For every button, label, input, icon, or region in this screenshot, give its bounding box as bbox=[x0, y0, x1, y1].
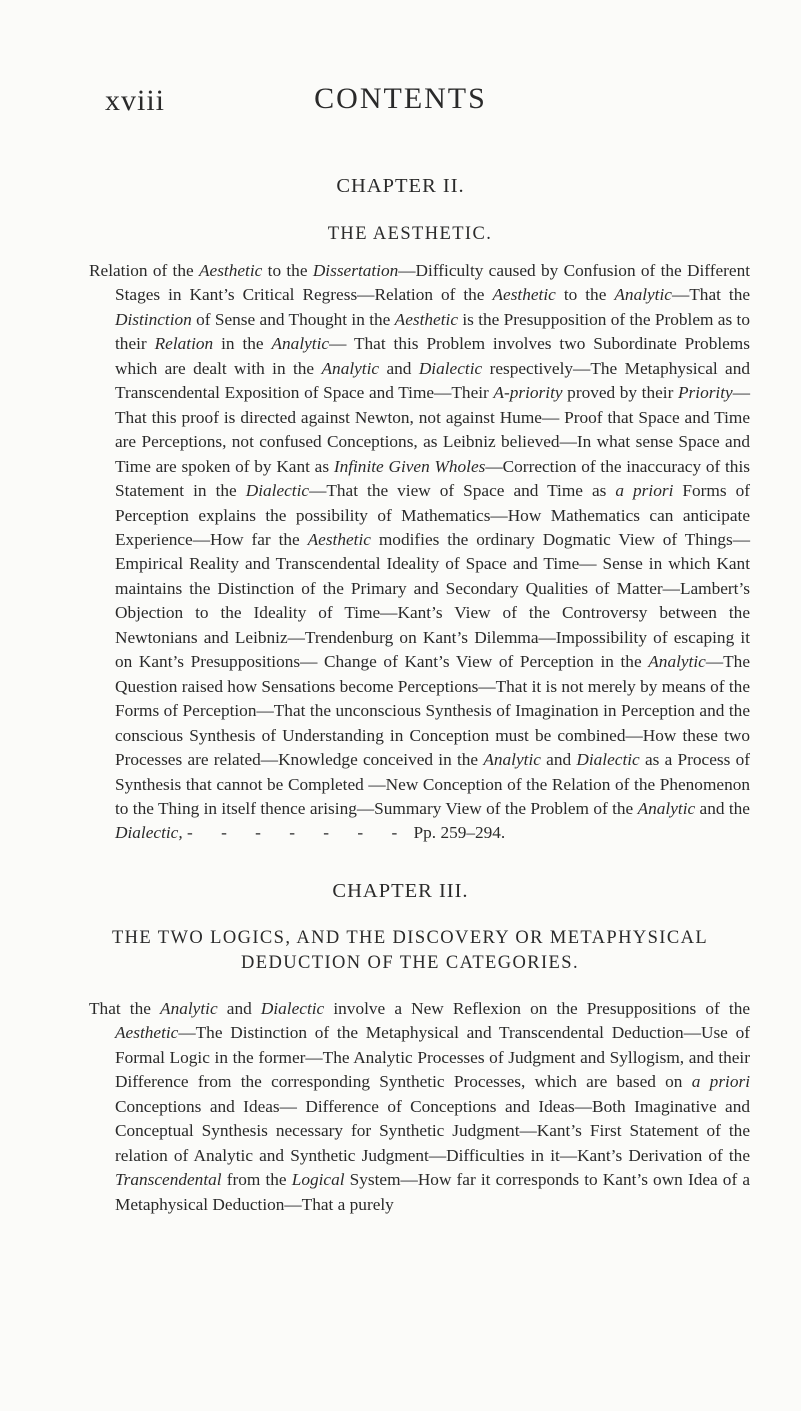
chapter-2-pages: Pp. 259–294. bbox=[413, 823, 506, 843]
page-number: xviii bbox=[105, 84, 166, 117]
running-head bbox=[0, 82, 801, 122]
chapter-3-heading: CHAPTER III. bbox=[332, 880, 469, 902]
chapter-2-heading: CHAPTER II. bbox=[336, 175, 465, 197]
chapter-2-title: THE AESTHETIC. bbox=[327, 224, 493, 244]
chapter-3-synopsis: That the Analytic and Dialectic involve a New Reflexion on the Presuppositions of the Aesthetic—The Distinction of the Metaphysical and Transcendental Deduction—Use of Formal Logic in the former—The Analytic Processes of Judgment and Syllogism, and their Difference from the corresponding Synthetic Processes, which are based on a priori Conceptions and Ideas— Difference of Conceptions and Ideas—Both Imaginative and Conceptual Synthesis necessary for Synthetic Judgment—Kant’s First Statement of the relation of Analytic and Synthetic Judgment—Difficulties in it—Kant’s Derivation of the Transcendental from the Logical System—How far it corresponds to Kant’s own Idea of a Metaphysical Deduction—That a purely bbox=[89, 999, 751, 1214]
chapter-3-title: THE TWO LOGICS, AND THE DISCOVERY OR METAPHYSICAL DEDUCTION OF THE CATEGORIES. bbox=[111, 928, 709, 973]
leader-dots: - - - - - - - bbox=[187, 823, 410, 843]
chapter-2-synopsis: Relation of the Aesthetic to the Dissertation—Difficulty caused by Confusion of the Different Stages in Kant’s Critical Regress—Relation of the Aesthetic to the Analytic—That the Distinction of Sense and Thought in the Aesthetic is the Presupposition of the Problem as to their Relation in the Analytic— That this Problem involves two Subordinate Problems which are dealt with in the Analytic and Dialectic respectively—The Metaphysical and Transcendental Exposition of Space and Time—Their A-priority proved by their Priority—That this proof is directed against Newton, not against Hume— Proof that Space and Time are Perceptions, not confused Conceptions, as Leibniz believed—In what sense Space and Time are spoken of by Kant as Infinite Given Wholes—Correction of the inaccuracy of this Statement in the Dialectic—That the view of Space and Time as a priori Forms of Perception explains the possibility of Mathematics—How Mathematics can anticipate Experience—How far the Aesthetic modifies the ordinary Dogmatic View of Things—Empirical Reality and Transcendental Ideality of Space and Time— Sense in which Kant maintains the Distinction of the Primary and Secondary Qualities of Matter—Lambert’s Objection to the Ideality of Time—Kant’s View of the Controversy between the Newtonians and Leibniz—Trendenburg on Kant’s Dilemma—Impossibility of escaping it on Kant’s Presuppositions— Change of Kant’s View of Perception in the Analytic—The Question raised how Sensations become Perceptions—That it is not merely by means of the Forms of Perception—That the unconscious Synthesis of Imagination in Perception and the conscious Synthesis of Understanding in Conception must be combined—How these two Processes are related—Knowledge conceived in the Analytic and Dialectic as a Process of Synthesis that cannot be Completed —New Conception of the Relation of the Phenomenon to the Thing in itself thence arising—Summary View of the Problem of the Analytic and the Dialectic, - - - - - - - Pp. 259–294. bbox=[89, 261, 751, 843]
running-title: CONTENTS bbox=[314, 82, 487, 115]
